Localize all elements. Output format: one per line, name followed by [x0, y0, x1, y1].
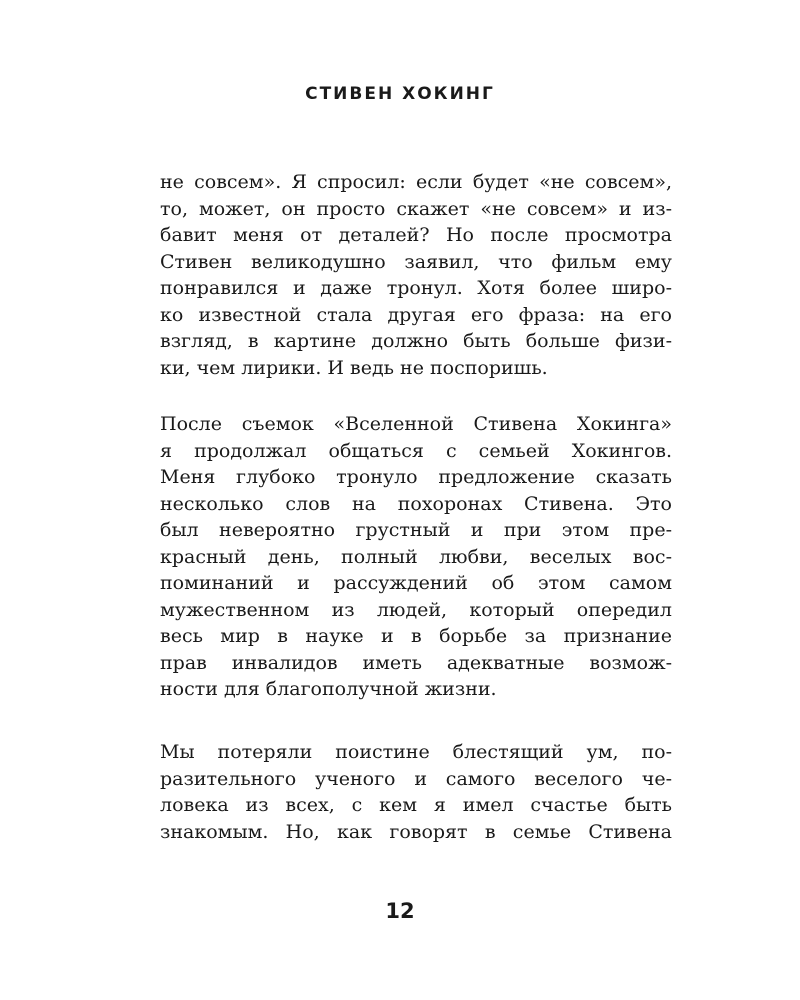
paragraph	[160, 739, 672, 845]
text-line: поминаний и рассуждений об этом самом	[160, 572, 672, 594]
text-line: знакомым. Но, как говорят в семье Стивена	[160, 820, 672, 843]
text-line: то, может, он просто скажет «не совсем» и из-	[160, 197, 672, 220]
text-line: взгляд, в картине должно быть больше физи-	[160, 330, 672, 352]
text-line: был невероятно грустный и при этом пре-	[160, 519, 672, 541]
text-line: я продолжал общаться с семьей Хокингов.	[160, 439, 672, 462]
paragraph	[160, 411, 672, 703]
text-line: Меня глубоко тронуло предложение сказать	[160, 466, 672, 488]
text-line: разительного ученого и самого веселого че-	[160, 767, 672, 790]
text-line: ности для благополучной жизни.	[160, 678, 497, 700]
paragraph	[160, 169, 672, 381]
text-line: несколько слов на похоронах Стивена. Это	[160, 492, 672, 515]
text-line: красный день, полный любви, веселых вос-	[160, 545, 672, 568]
text-line: После съемок «Вселенной Стивена Хокинга»	[160, 413, 672, 435]
text-line: не совсем». Я спросил: если будет «не совсем»,	[160, 171, 672, 193]
running-head-title: СТИВЕН ХОКИНГ	[305, 84, 495, 104]
text-line: ловека из всех, с кем я имел счастье быть	[160, 794, 672, 816]
text-line: Мы потеряли поистине блестящий ум, по-	[160, 741, 672, 763]
text-line: прав инвалидов иметь адекватные возмож-	[160, 651, 672, 674]
text-line: Стивен великодушно заявил, что фильм ему	[160, 250, 672, 273]
page-number: 12	[385, 899, 415, 923]
text-line: понравился и даже тронул. Хотя более широ-	[160, 277, 672, 299]
text-line: весь мир в науке и в борьбе за признание	[160, 625, 672, 647]
text-line: ко известной стала другая его фраза: на его	[160, 303, 672, 326]
text-line: ки, чем лирики. И ведь не поспоришь.	[160, 356, 548, 379]
text-line: бавит меня от деталей? Но после просмотра	[160, 224, 672, 246]
text-line: мужественном из людей, который опередил	[160, 598, 672, 621]
